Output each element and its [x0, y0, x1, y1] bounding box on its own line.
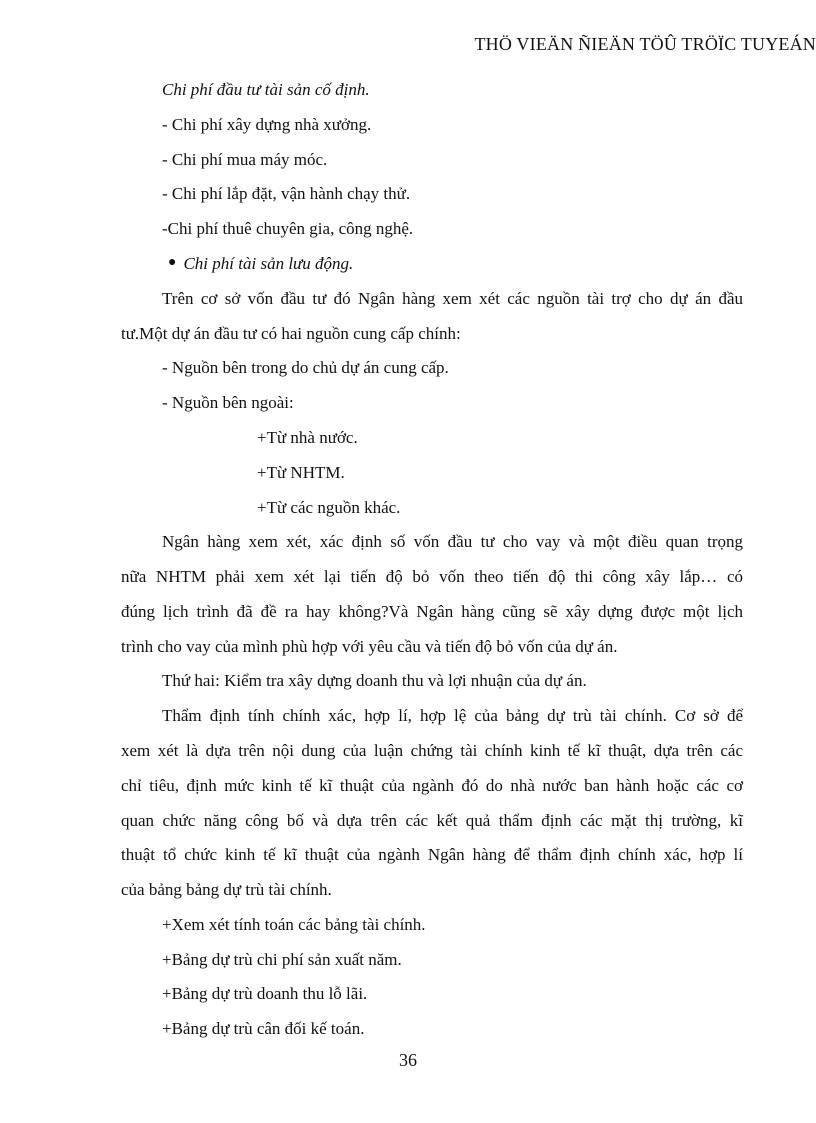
line-28: +Bảng dự trù cân đối kế toán.: [162, 1019, 365, 1038]
line-13: +Từ các nguồn khác.: [257, 498, 401, 517]
line-11: +Từ nhà nước.: [257, 428, 358, 447]
line-23: thuật tổ chức kinh tế kĩ thuật của ngành Ngân hàng để thẩm định chính xác, hợp lí: [121, 845, 743, 864]
line-3: - Chi phí mua máy móc.: [162, 150, 328, 169]
line-22: quan chức năng công bố và dựa trên các kết quả thẩm định các mặt thị trường, kĩ: [121, 811, 743, 830]
line-2: - Chi phí xây dựng nhà xưởng.: [162, 115, 372, 134]
line-27: +Bảng dự trù doanh thu lỗ lãi.: [162, 984, 368, 1003]
line-24: của bảng bảng dự trù tài chính.: [121, 880, 332, 899]
line-7: Trên cơ sở vốn đầu tư đó Ngân hàng xem xét các nguồn tài trợ cho dự án đầu: [162, 289, 743, 308]
line-8: tư.Một dự án đầu tư có hai nguồn cung cấp chính:: [121, 324, 461, 343]
bullet-item: [168, 252, 353, 278]
line-5: -Chi phí thuê chuyên gia, công nghệ.: [162, 219, 414, 238]
line-25: +Xem xét tính toán các bảng tài chính.: [162, 915, 426, 934]
line-17: trình cho vay của mình phù hợp với yêu cầu và tiến độ bỏ vốn của dự án.: [121, 637, 618, 656]
line-9: - Nguồn bên trong do chủ dự án cung cấp.: [162, 358, 449, 377]
line-21: chỉ tiêu, định mức kinh tế kĩ thuật của ngành đó do nhà nước ban hành hoặc các cơ: [121, 776, 743, 795]
line-1: Chi phí đầu tư tài sản cố định.: [162, 80, 370, 99]
page-number: 36: [399, 1050, 417, 1070]
line-4: - Chi phí lắp đặt, vận hành chạy thử.: [162, 184, 411, 203]
line-18: Thứ hai: Kiểm tra xây dựng doanh thu và lợi nhuận của dự án.: [162, 671, 587, 690]
line-10: - Nguồn bên ngoài:: [162, 393, 294, 412]
line-15: nữa NHTM phải xem xét lại tiến độ bỏ vốn theo tiến độ thi công xây lắp… có: [121, 567, 743, 586]
line-20: xem xét là dựa trên nội dung của luận chứng tài chính kinh tế kĩ thuật, dựa trên các: [121, 741, 743, 760]
line-14: Ngân hàng xem xét, xác định số vốn đầu tư cho vay và một điều quan trọng: [162, 532, 743, 551]
line-12: +Từ NHTM.: [257, 463, 345, 482]
line-26: +Bảng dự trù chi phí sản xuất năm.: [162, 950, 402, 969]
bullet-text: Chi phí tài sản lưu động.: [183, 254, 354, 273]
bullet-icon: ●: [168, 255, 177, 270]
line-16: đúng lịch trình đã đề ra hay không?Và Ngân hàng cũng sẽ xây dựng được một lịch: [121, 602, 743, 621]
line-19: Thẩm định tính chính xác, hợp lí, hợp lệ của bảng dự trù tài chính. Cơ sở để: [162, 706, 743, 725]
page-header: THÖ VIEÄN ÑIEÄN TÖÛ TRÖÏC TUYEÁN: [474, 34, 816, 54]
